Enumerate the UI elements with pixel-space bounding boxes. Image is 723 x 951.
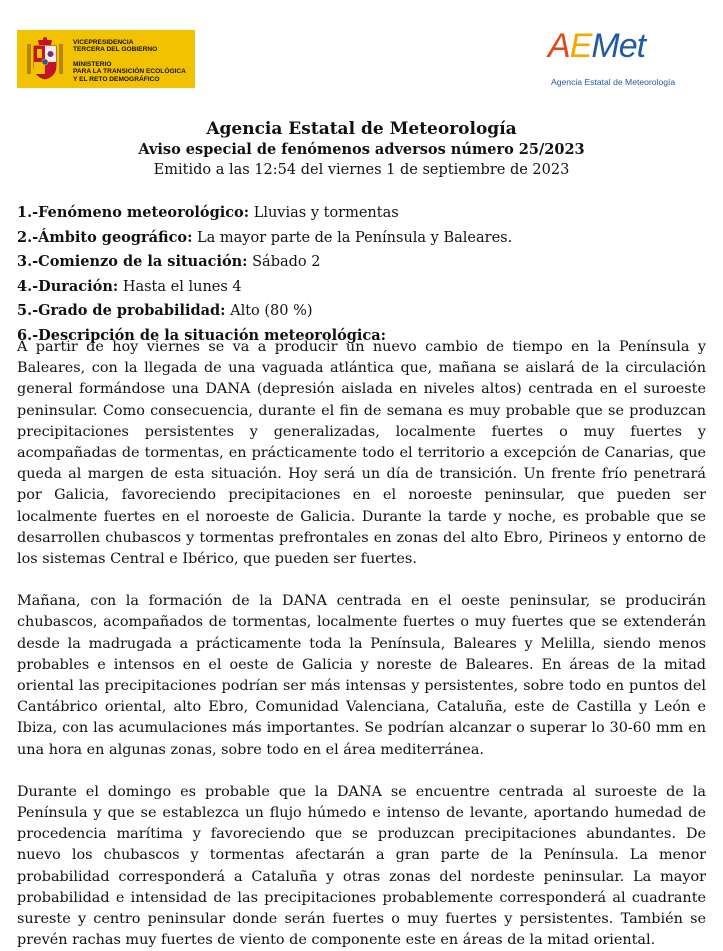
- description-paragraph-3: Durante el domingo es probable que la DANA se encuentre centrada al suroeste de la Península y que se establezca un flujo húmedo e intenso de levante, aportando humedad de procedencia marítima y favoreciendo que se produzcan precipitaciones abundantes. De nuevo los chubascos y tormentas afectarán a gran parte de la Península. La menor probabilidad corresponderá a Cataluña y otras zonas del nordeste peninsular. La mayor probabilidad e intensidad de las precipitaciones probablemente corresponderá al cuadrante sureste y centro peninsular donde serán fuertes o muy fuertes y persistentes. También se prevén rachas muy fuertes de viento de componente este en áreas de la mitad oriental.: [17, 783, 706, 949]
- aemet-logo: [548, 27, 683, 91]
- coat-of-arms-icon: [25, 36, 65, 82]
- aemet-letter-a: A: [548, 27, 570, 65]
- field-label: 3.-Comienzo de la situación:: [17, 253, 248, 270]
- field-label: 6.-Descripción de la situación meteorológica:: [17, 326, 386, 344]
- government-logo: [17, 30, 195, 88]
- government-logo-text: [73, 39, 193, 83]
- notice-fields: [17, 201, 707, 348]
- gov-line-4: PARA LA TRANSICIÓN ECOLÓGICA: [73, 68, 186, 76]
- aemet-wordmark: [548, 27, 645, 65]
- description-paragraph-1: A partir de hoy viernes se va a producir un nuevo cambio de tiempo en la Península y Baleares, con la llegada de una vaguada atlántica que, mañana se aislará de la circulación general formándose una DANA (depresión aislada en niveles altos) centrada en el suroeste peninsular. Como consecuencia, durante el fin de semana es muy probable que se produzcan precipitaciones persistentes y generalizadas, localmente fuertes o muy fuertes y acompañadas de tormentas, en prácticamente todo el territorio a excepción de Canarias, que queda al margen de esta situación. Hoy será un día de transición. Un frente frío penetrará por Galicia, favoreciendo precipitaciones en el noroeste peninsular, que pueden ser localmente fuertes en el noroeste de Galicia. Durante la tarde y noche, es probable que se desarrollen chubascos y tormentas prefrontales en zonas del alto Ebro, Pirineos y entorno de los sistemas Central e Ibérico, que pueden ser fuertes.: [17, 339, 706, 568]
- agency-title: Agencia Estatal de Meteorología: [206, 119, 517, 139]
- field-value: Hasta el lunes 4: [122, 278, 242, 295]
- field-label: 5.-Grado de probabilidad:: [17, 302, 226, 319]
- field-label: 2.-Ámbito geográfico:: [17, 228, 193, 246]
- field-phenomenon: [17, 201, 707, 226]
- aemet-subtitle: Agencia Estatal de Meteorología: [551, 77, 676, 87]
- field-label: 4.-Duración:: [17, 277, 119, 295]
- document-header: [0, 0, 723, 110]
- gov-line-1: VICEPRESIDENCIA: [73, 39, 134, 46]
- situation-description: [17, 337, 706, 951]
- notice-title: Aviso especial de fenómenos adversos número 25/2023: [138, 141, 585, 158]
- field-value: La mayor parte de la Península y Baleares.: [197, 229, 513, 246]
- field-probability: [17, 299, 707, 324]
- aemet-letter-e: E: [569, 27, 592, 65]
- gov-line-2: TERCERA DEL GOBIERNO: [73, 46, 158, 54]
- field-value: Sábado 2: [252, 254, 321, 270]
- field-start: [17, 250, 707, 275]
- issued-line: Emitido a las 12:54 del viernes 1 de septiembre de 2023: [153, 162, 570, 178]
- gov-line-5: Y EL RETO DEMOGRÁFICO: [73, 75, 160, 83]
- field-geographic-scope: [17, 226, 707, 251]
- description-paragraph-2: Mañana, con la formación de la DANA centrada en el oeste peninsular, se producirán chubascos, acompañados de tormentas, localmente fuertes o muy fuertes que se extenderán desde la madrugada a prácticamente toda la Península, Baleares y Melilla, siendo menos probables e intensos en el oeste de Galicia y noreste de Baleares. En áreas de la mitad oriental las precipitaciones podrían ser más intensas y persistentes, sobre todo en puntos del Cantábrico oriental, alto Ebro, Comunidad Valenciana, Cataluña, este de Castilla y León e Ibiza, con las acumulaciones más importantes. Se podrían alcanzar o superar lo 30-60 mm en una hora en algunas zonas, sobre todo en el área mediterránea.: [17, 593, 706, 758]
- aemet-letters-met: Met: [591, 27, 646, 65]
- field-value: Lluvias y tormentas: [253, 205, 399, 221]
- field-label: 1.-Fenómeno meteorológico:: [17, 204, 250, 221]
- gov-line-3: MINISTERIO: [73, 60, 112, 68]
- field-value: Alto (80 %): [230, 303, 313, 319]
- field-duration: [17, 275, 707, 300]
- title-block: [0, 118, 723, 180]
